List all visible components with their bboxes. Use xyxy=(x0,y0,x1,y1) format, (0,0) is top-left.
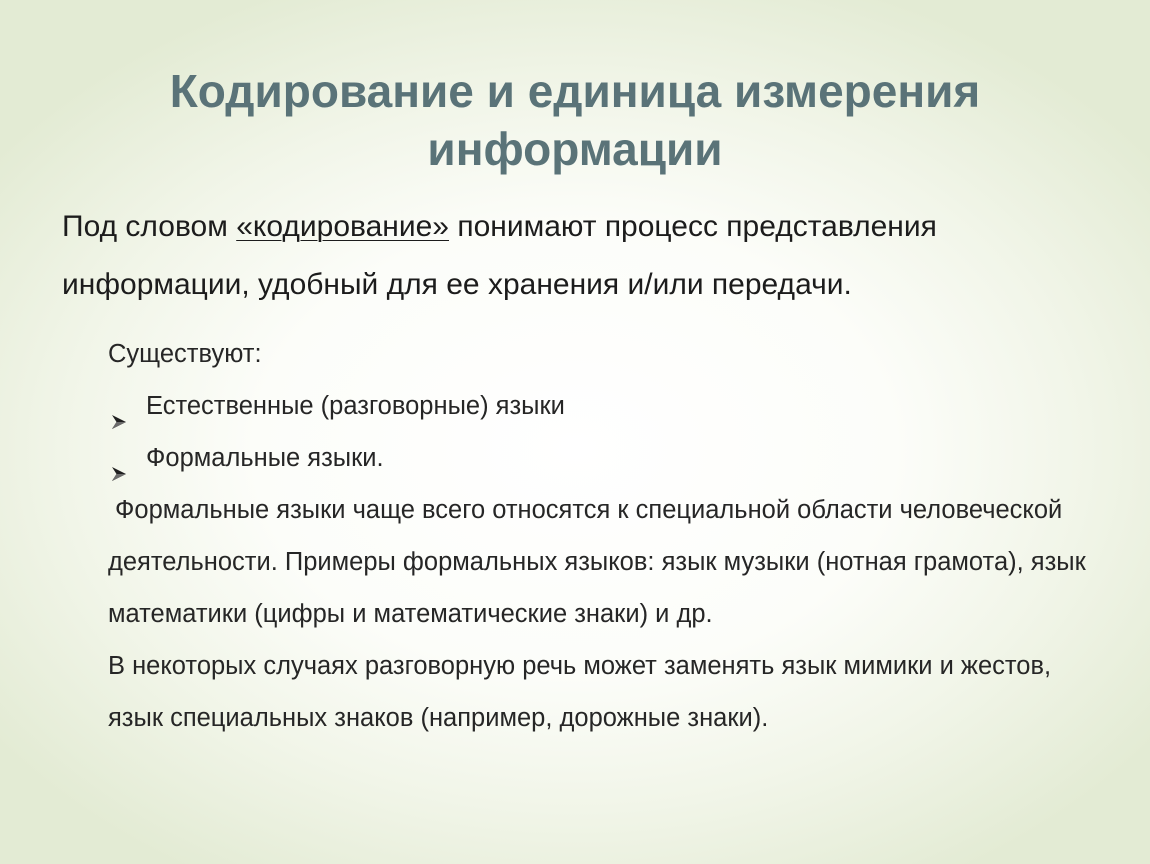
formal-languages-paragraph: Формальные языки чаще всего относятся к специальной области человеческой деятельности. Примеры формальных языков: язык музыки (нотная грамота), язык математики (цифры и математические знаки) и др. xyxy=(108,496,1086,628)
slide-title-line-2: информации xyxy=(427,123,723,175)
defined-term: «кодирование» xyxy=(236,210,449,243)
bullet-item-label: Естественные (разговорные) языки xyxy=(146,392,565,420)
definition-lead-text: Под словом xyxy=(62,210,237,243)
content-body xyxy=(108,328,1098,744)
bullet-item-natural-languages xyxy=(108,380,1098,432)
arrowhead-bullet-icon xyxy=(110,397,128,415)
slide-title-line-1: Кодирование и единица измерения xyxy=(169,65,981,117)
arrowhead-bullet-icon xyxy=(110,449,128,467)
slide-title xyxy=(60,62,1090,178)
definition-rest-text: понимают процесс представления информации, удобный для ее хранения и/или передачи. xyxy=(62,210,937,301)
bullet-item-label: Формальные языки. xyxy=(146,444,384,472)
bullet-item-formal-languages xyxy=(108,432,1098,484)
gestures-paragraph: В некоторых случаях разговорную речь может заменять язык мимики и жестов, язык специальных знаков (например, дорожные знаки). xyxy=(108,652,1052,732)
definition-paragraph xyxy=(62,198,1102,314)
exists-label: Существуют: xyxy=(108,340,262,368)
